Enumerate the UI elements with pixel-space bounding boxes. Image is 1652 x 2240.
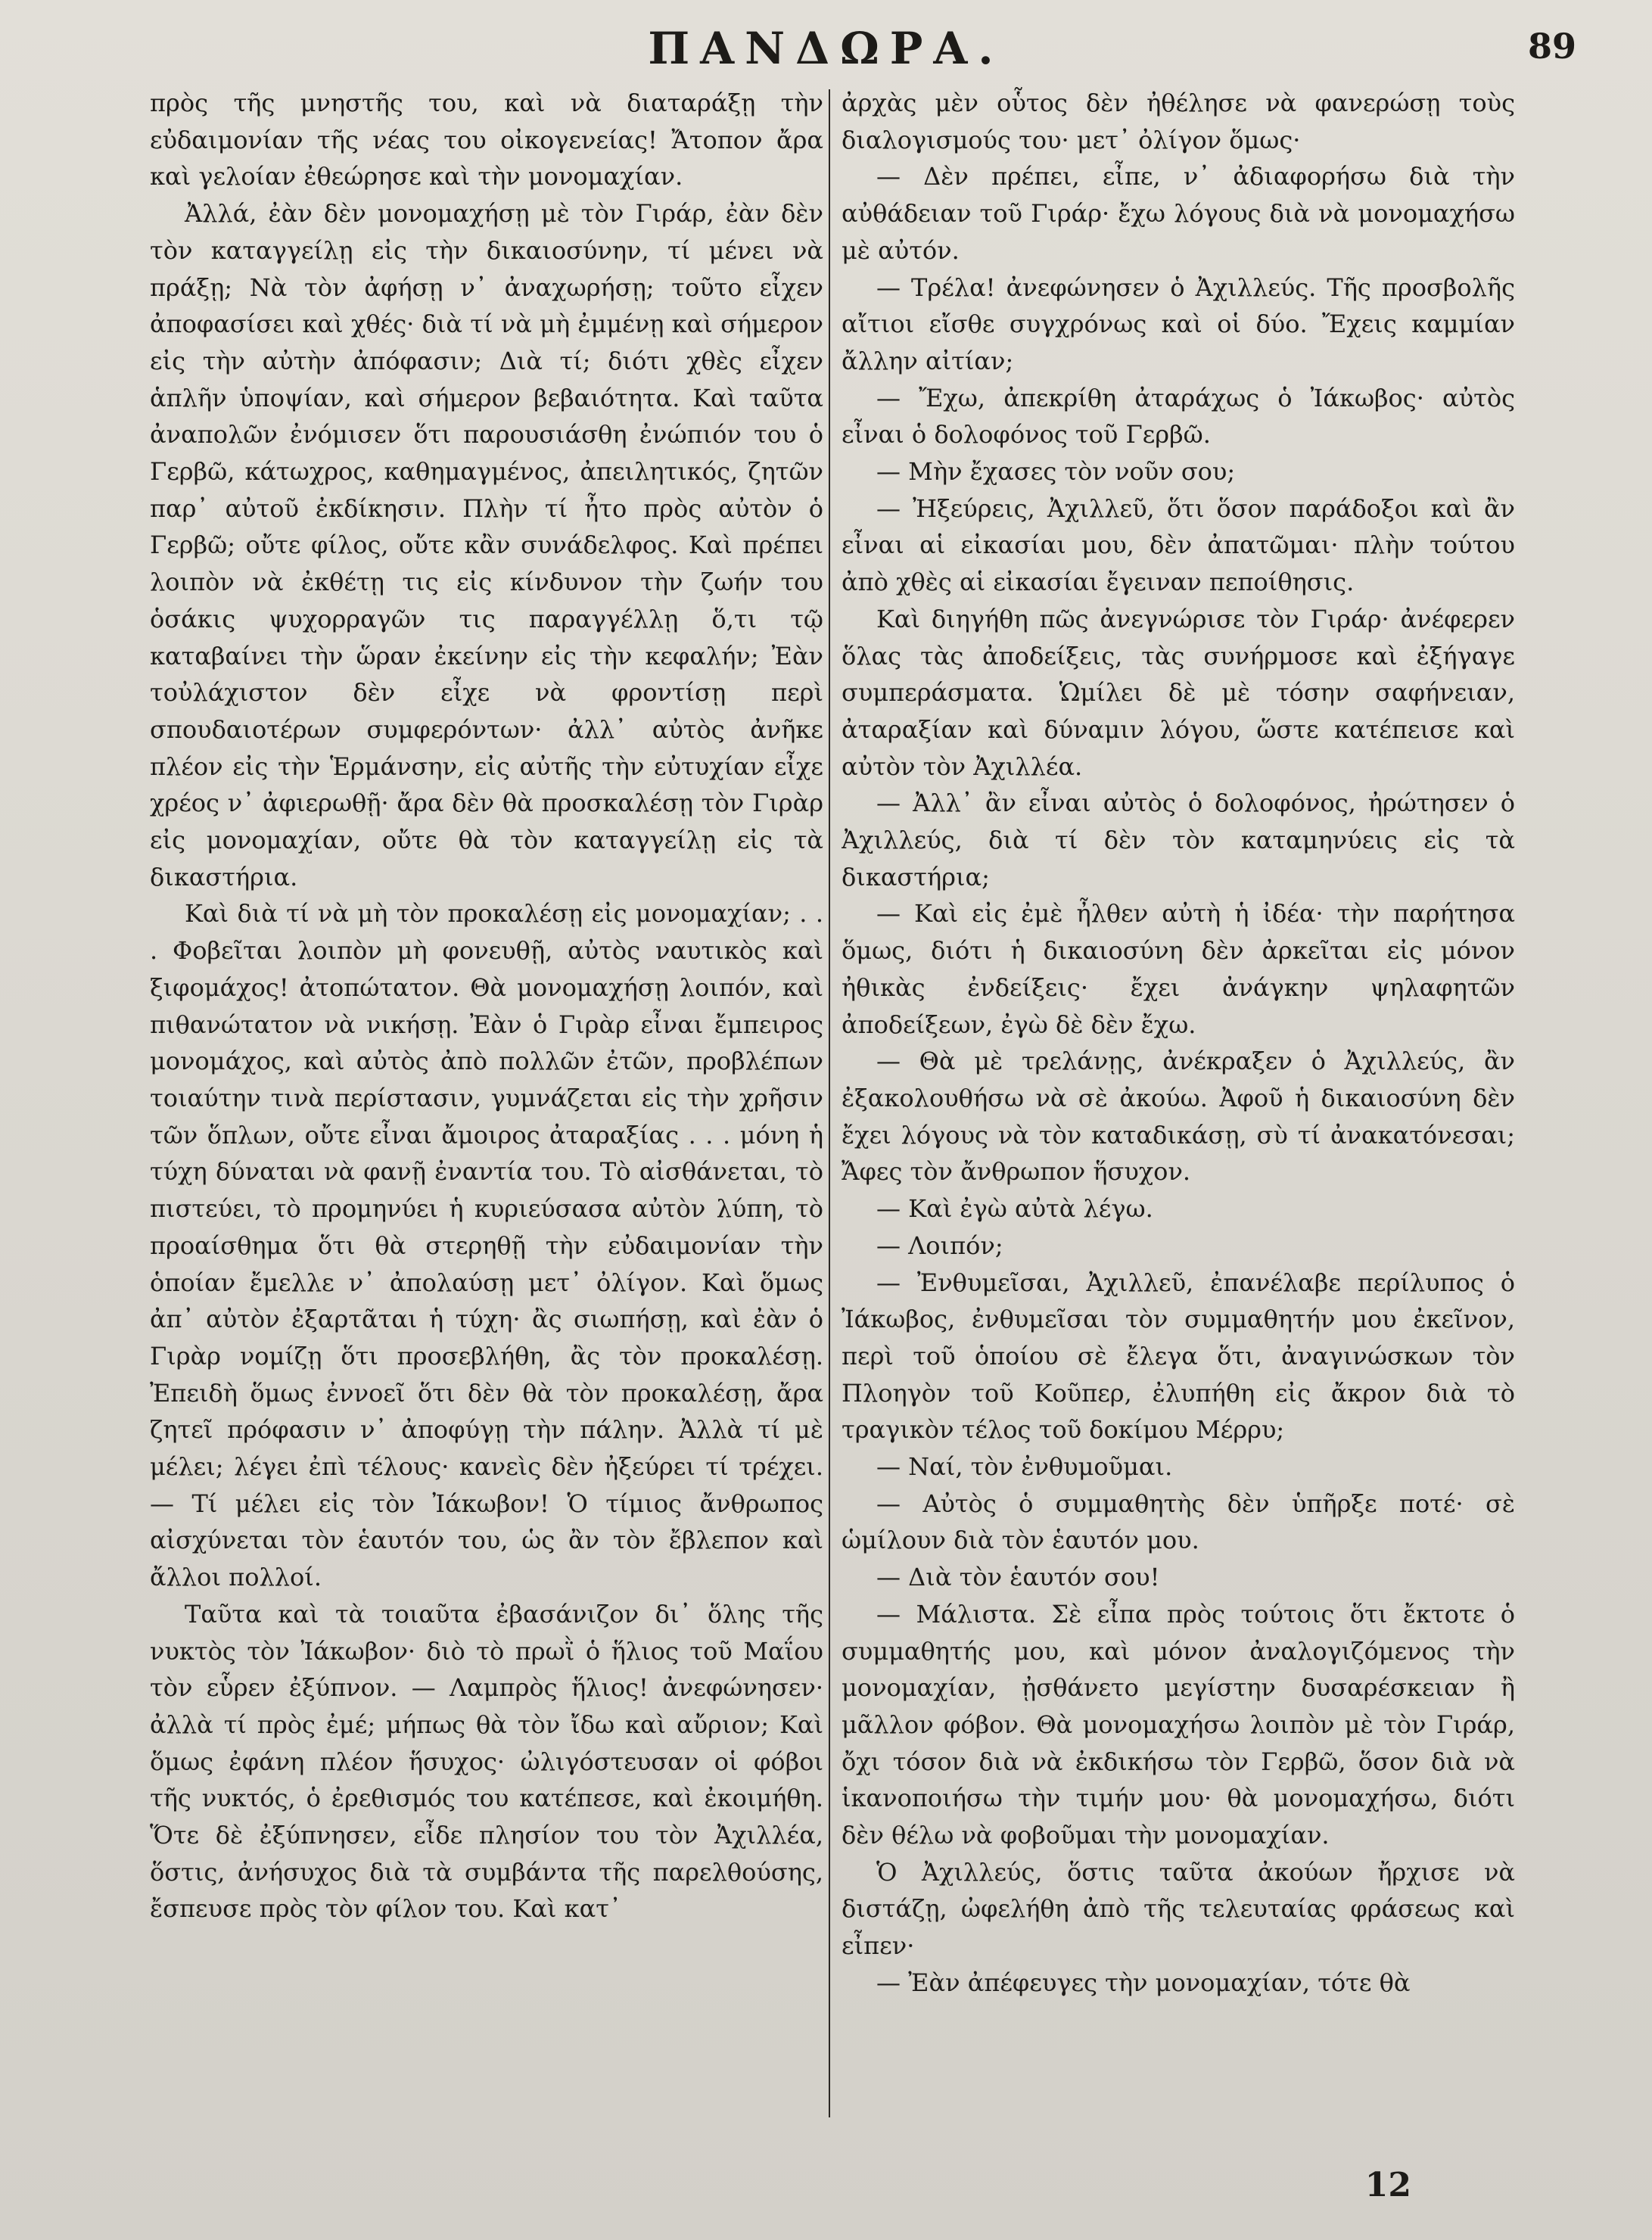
paragraph: — Ἐνθυμεῖσαι, Ἀχιλλεῦ, ἐπανέλαβε περίλυπος ὁ Ἰάκωβος, ἐνθυμεῖσαι τὸν συμμαθητήν μου ἐκεῖνον, περὶ τοῦ ὁποίου σὲ ἔλεγα ὅτι, ἀναγινώσκων τὸν Πλοηγὸν τοῦ Κοῦπερ, ἐλυπήθη εἰς ἄκρον διὰ τὸ τραγικὸν τέλος τοῦ δοκίμου Μέρρυ; <box>842 1268 1515 1445</box>
paragraph: — Τρέλα! ἀνεφώνησεν ὁ Ἀχιλλεύς. Τῆς προσβολῆς αἴτιοι εἴσθε συγχρόνως καὶ οἱ δύο. Ἔχεις καμμίαν ἄλλην αἰτίαν; <box>842 272 1515 375</box>
paragraph: Ταῦτα καὶ τὰ τοιαῦτα ἐβασάνιζον δι᾽ ὅλης τῆς νυκτὸς τὸν Ἰάκωβον· διὸ τὸ πρωῒ ὁ ἥλιος τοῦ Μαΐου τὸν εὗρεν ἐξύπνον. — Λαμπρὸς ἥλιος! ἀνεφώνησεν· ἀλλὰ τί πρὸς ἐμέ; μήπως θὰ τὸν ἴδω καὶ αὔριον; Καὶ ὅμως ἐφάνη πλέον ἥσυχος· ὠλιγόστευσαν οἱ φόβοι τῆς νυκτός, ὁ ἐρεθισμός του κατέπεσε, καὶ ἐκοιμήθη. Ὅτε δὲ ἐξύπνησεν, εἶδε πλησίον του τὸν Ἀχιλλέα, ὅστις, ἀνήσυχος διὰ τὰ συμβάντα τῆς παρελθούσης, ἔσπευσε πρὸς τὸν φίλον του. Καὶ κατ᾽ <box>150 1599 823 1924</box>
paragraph: — Λοιπόν; <box>876 1230 1003 1260</box>
signature-mark: 12 <box>1364 2166 1411 2204</box>
column-divider <box>829 89 830 2117</box>
paragraph: — Καὶ εἰς ἐμὲ ἦλθεν αὐτὴ ἡ ἰδέα· τὴν παρήτησα ὅμως, διότι ἡ δικαιοσύνη δὲν ἀρκεῖται εἰς μόνον ἠθικὰς ἐνδείξεις· ἔχει ἀνάγκην ψηλαφητῶν ἀποδείξεων, ἐγὼ δὲ δὲν ἔχω. <box>842 899 1515 1039</box>
paragraph: Ἀλλά, ἐὰν δὲν μονομαχήσῃ μὲ τὸν Γιράρ, ἐὰν δὲν τὸν καταγγείλῃ εἰς τὴν δικαιοσύνην, τί μένει νὰ πράξῃ; Νὰ τὸν ἀφήσῃ ν᾽ ἀναχωρήσῃ; τοῦτο εἶχεν ἀποφασίσει καὶ χθές· διὰ τί νὰ μὴ ἐμμένῃ καὶ σήμερον εἰς τὴν αὐτὴν ἀπόφασιν; Διὰ τί; διότι χθὲς εἶχεν ἁπλῆν ὑποψίαν, καὶ σήμερον βεβαιότητα. Καὶ ταῦτα ἀναπολῶν ἐνόμισεν ὅτι παρουσιάσθη ἐνώπιόν του ὁ Γερβῶ, κάτωχρος, καθημαγμένος, ἀπειλητικός, ζητῶν παρ᾽ αὐτοῦ ἐκδίκησιν. Πλὴν τί ἦτο πρὸς αὐτὸν ὁ Γερβῶ; οὔτε φίλος, οὔτε κἂν συνάδελφος. Καὶ πρέπει λοιπὸν νὰ ἐκθέτῃ τις εἰς κίνδυνον τὴν ζωήν του ὁσάκις ψυχορραγῶν τις παραγγέλλῃ ὅ,τι τῷ καταβαίνει τὴν ὥραν ἐκείνην εἰς τὴν κεφαλήν; Ἐὰν τοὐλάχιστον δὲν εἶχε νὰ φροντίσῃ περὶ σπουδαιοτέρων συμφερόντων· ἀλλ᾽ αὐτὸς ἀνῆκε πλέον εἰς τὴν Ἑρμάνσην, εἰς αὐτῆς τὴν εὐτυχίαν εἶχε χρέος ν᾽ ἀφιερωθῇ· ἄρα δὲν θὰ προσκαλέσῃ τὸν Γιρὰρ εἰς μονομαχίαν, οὔτε θὰ τὸν καταγγείλῃ εἰς τὰ δικαστήρια. <box>150 199 823 891</box>
paragraph: — Θὰ μὲ τρελάνῃς, ἀνέκραξεν ὁ Ἀχιλλεύς, ἂν ἐξακολουθήσω νὰ σὲ ἀκούω. Ἀφοῦ ἡ δικαιοσύνη δὲν ἔχει λόγους νὰ τὸν καταδικάσῃ, σὺ τί ἀνακατόνεσαι; Ἄφες τὸν ἄνθρωπον ἥσυχον. <box>842 1047 1515 1187</box>
left-column <box>150 85 823 2128</box>
paragraph: ἀρχὰς μὲν οὗτος δὲν ἠθέλησε νὰ φανερώσῃ τοὺς διαλογισμούς του· μετ᾽ ὀλίγον ὅμως· <box>842 89 1515 154</box>
paragraph: — Δὲν πρέπει, εἶπε, ν᾽ ἀδιαφορήσω διὰ τὴν αὐθάδειαν τοῦ Γιράρ· ἔχω λόγους διὰ νὰ μονομαχήσω μὲ αὐτόν. <box>842 162 1515 265</box>
paragraph: — Ἐὰν ἀπέφευγες τὴν μονομαχίαν, τότε θὰ <box>876 1968 1411 1997</box>
paragraph: — Μὴν ἔχασες τὸν νοῦν σου; <box>876 457 1236 487</box>
paragraph: — Μάλιστα. Σὲ εἶπα πρὸς τούτοις ὅτι ἔκτοτε ὁ συμμαθητής μου, καὶ μόνον ἀναλογιζόμενος τὴν μονομαχίαν, ᾐσθάνετο μεγίστην δυσαρέσκειαν ἢ μᾶλλον φόβον. Θὰ μονομαχήσω λοιπὸν μὲ τὸν Γιράρ, ὄχι τόσον διὰ νὰ ἐκδικήσω τὸν Γερβῶ, ὅσον διὰ νὰ ἱκανοποιήσω τὴν τιμήν μου· θὰ μονομαχήσω, διότι δὲν θέλω νὰ φοβοῦμαι τὴν μονομαχίαν. <box>842 1599 1515 1850</box>
paragraph: — Ἔχω, ἀπεκρίθη ἀταράχως ὁ Ἰάκωβος· αὐτὸς εἶναι ὁ δολοφόνος τοῦ Γερβῶ. <box>842 383 1515 450</box>
paragraph: Καὶ διηγήθη πῶς ἀνεγνώρισε τὸν Γιράρ· ἀνέφερεν ὅλας τὰς ἀποδείξεις, τὰς συνήρμοσε καὶ ἐξήγαγε συμπεράσματα. Ὡμίλει δὲ μὲ τόσην σαφήνειαν, ἀταραξίαν καὶ δύναμιν λόγου, ὥστε κατέπεισε καὶ αὐτὸν τὸν Ἀχιλλέα. <box>842 604 1515 781</box>
paragraph: — Καὶ ἐγὼ αὐτὰ λέγω. <box>876 1194 1153 1224</box>
paragraph: Καὶ διὰ τί νὰ μὴ τὸν προκαλέσῃ εἰς μονομαχίαν; . . . Φοβεῖται λοιπὸν μὴ φονευθῇ, αὐτὸς ναυτικὸς καὶ ξιφομάχος! ἀτοπώτατον. Θὰ μονομαχήσῃ λοιπόν, καὶ πιθανώτατον νὰ νικήσῃ. Ἐὰν ὁ Γιρὰρ εἶναι ἔμπειρος μονομάχος, καὶ αὐτὸς ἀπὸ πολλῶν ἐτῶν, προβλέπων τοιαύτην τινὰ περίστασιν, γυμνάζεται εἰς τὴν χρῆσιν τῶν ὅπλων, οὔτε εἶναι ἄμοιρος ἀταραξίας . . . μόνη ἡ τύχη δύναται νὰ φανῇ ἐναντία του. Τὸ αἰσθάνεται, τὸ πιστεύει, τὸ προμηνύει ἡ κυριεύσασα αὐτὸν λύπη, τὸ προαίσθημα ὅτι θὰ στερηθῇ τὴν εὐδαιμονίαν τὴν ὁποίαν ἔμελλε ν᾽ ἀπολαύσῃ μετ᾽ ὀλίγον. Καὶ ὅμως ἀπ᾽ αὐτὸν ἐξαρτᾶται ἡ τύχη· ἂς σιωπήσῃ, καὶ ἐὰν ὁ Γιρὰρ νομίζῃ ὅτι προσεβλήθη, ἂς τὸν προκαλέσῃ. Ἐπειδὴ ὅμως ἐννοεῖ ὅτι δὲν θὰ τὸν προκαλέσῃ, ἄρα ζητεῖ πρόφασιν ν᾽ ἀποφύγῃ τὴν πάλην. Ἀλλὰ τί μὲ μέλει; λέγει ἐπὶ τέλους· κανεὶς δὲν ἠξεύρει τί τρέχει. — Τί μέλει εἰς τὸν Ἰάκωβον! Ὁ τίμιος ἄνθρωπος αἰσχύνεται τὸν ἑαυτόν του, ὡς ἂν τὸν ἔβλεπον καὶ ἄλλοι πολλοί. <box>150 899 823 1592</box>
page-number: 89 <box>1527 26 1576 67</box>
paragraph: πρὸς τῆς μνηστῆς του, καὶ νὰ διαταράξῃ τὴν εὐδαιμονίαν τῆς νέας του οἰκογενείας! Ἄτοπον ἄρα καὶ γελοίαν ἐθεώρησε καὶ τὴν μονομαχίαν. <box>150 89 823 191</box>
paragraph: — Ναί, τὸν ἐνθυμοῦμαι. <box>876 1452 1173 1482</box>
paragraph: Ὁ Ἀχιλλεύς, ὅστις ταῦτα ἀκούων ἤρχισε νὰ διστάζῃ, ὠφελήθη ἀπὸ τῆς τελευταίας φράσεως καὶ εἶπεν· <box>842 1857 1515 1961</box>
paragraph: — Αὐτὸς ὁ συμμαθητὴς δὲν ὑπῆρξε ποτέ· σὲ ὡμίλουν διὰ τὸν ἑαυτόν μου. <box>842 1489 1515 1555</box>
running-title: ΠΑΝΔΩΡΑ. <box>648 23 1004 74</box>
page-header <box>0 23 1652 83</box>
paragraph: — Ἀλλ᾽ ἂν εἶναι αὐτὸς ὁ δολοφόνος, ἠρώτησεν ὁ Ἀχιλλεύς, διὰ τί δὲν τὸν καταμηνύεις εἰς τὰ δικαστήρια; <box>842 789 1515 891</box>
paragraph: — Ἠξεύρεις, Ἀχιλλεῦ, ὅτι ὅσον παράδοξοι καὶ ἂν εἶναι αἱ εἰκασίαι μου, δὲν ἀπατῶμαι· πλὴν τούτου ἀπὸ χθὲς αἱ εἰκασίαι ἔγειναν πεποίθησις. <box>842 493 1515 597</box>
paragraph: — Διὰ τὸν ἑαυτόν σου! <box>876 1563 1160 1592</box>
right-column <box>842 85 1515 2128</box>
